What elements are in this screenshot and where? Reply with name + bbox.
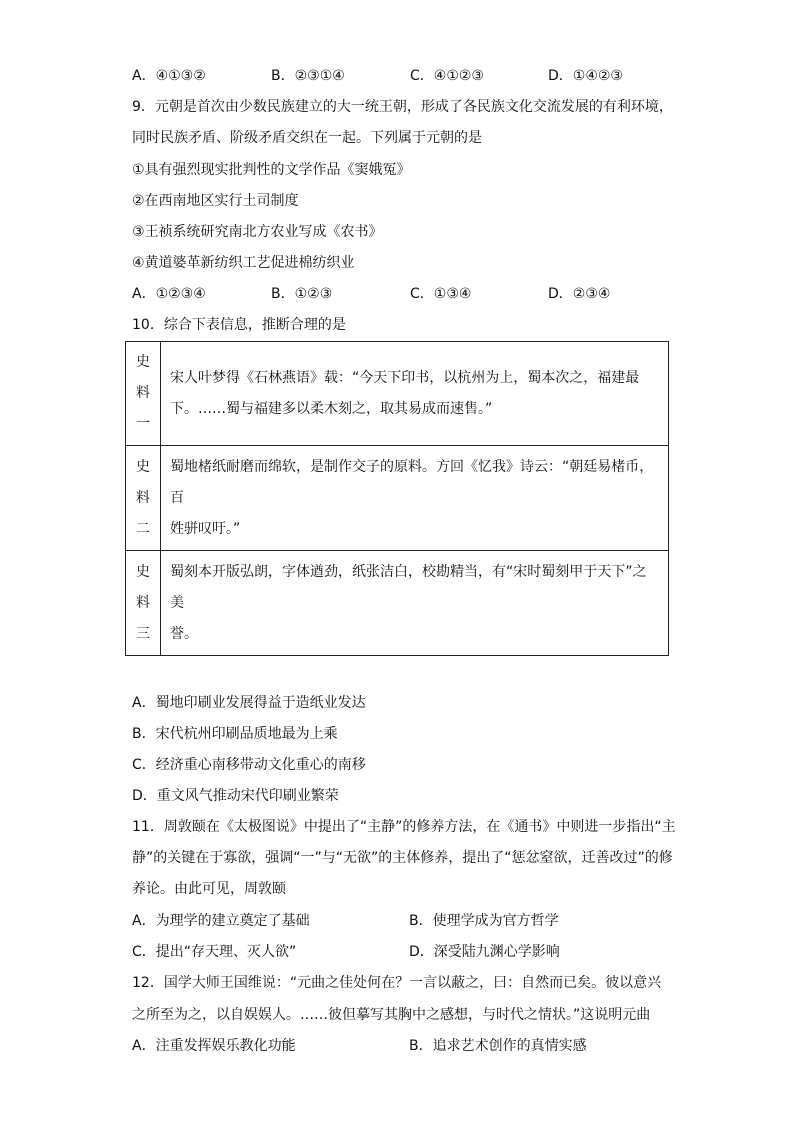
source-text-2: 蜀地楮纸耐磨而绵软，是制作交子的原料。方回《忆我》诗云：“朝廷易楮币，百 姓骈叹吁。” [161, 446, 669, 551]
q12-option-a[interactable]: A．注重发挥娱乐教化功能 [132, 1038, 296, 1054]
q11-option-a[interactable]: A．为理学的建立奠定了基础 [132, 913, 310, 929]
q12-stem-line-2: 之所至为之，以自娱娱人。……彼但摹写其胸中之感想，与时代之情状。”这说明元曲 [132, 1007, 651, 1023]
q11-options-row-2 [132, 942, 692, 962]
q9-stem-line-2: 同时民族矛盾、阶级矛盾交织在一起。下列属于元朝的是 [132, 130, 482, 146]
q9-item-4: ④黄道婆革新纺织工艺促进棉纺织业 [132, 255, 355, 271]
q9-options [132, 284, 692, 304]
q11-option-d[interactable]: D．深受陆九渊心学影响 [409, 944, 560, 960]
source-text-1: 宋人叶梦得《石林燕语》载：“今天下印书，以杭州为上，蜀本次之，福建最 下。……蜀与福建多以柔木刻之，取其易成而速售。” [161, 342, 669, 446]
q11-stem-line-3: 养论。由此可见，周敦颐 [132, 881, 286, 897]
q10-option-a[interactable]: A．蜀地印刷业发展得益于造纸业发达 [132, 695, 366, 711]
q11-option-b[interactable]: B．使理学成为官方哲学 [409, 913, 559, 929]
q8-options [132, 66, 692, 86]
q10-option-c[interactable]: C．经济重心南移带动文化重心的南移 [132, 757, 366, 773]
q9-item-3: ③王祯系统研究南北方农业写成《农书》 [132, 224, 383, 240]
q9-stem-line-1: 9．元朝是首次由少数民族建立的大一统王朝，形成了各民族文化交流发展的有利环境， [132, 99, 673, 115]
q8-option-a[interactable]: A．④①③② [132, 68, 206, 84]
q8-option-c[interactable]: C．④①②③ [410, 68, 484, 84]
source-row-1 [126, 342, 669, 446]
q11-stem-line-1: 11．周敦颐在《太极图说》中提出了“主静”的修养方法，在《通书》中则进一步指出“主 [132, 819, 676, 835]
q9-item-2: ②在西南地区实行土司制度 [132, 193, 299, 209]
q12-options-row-1 [132, 1036, 692, 1056]
source-label-3: 史 料 三 [126, 551, 161, 656]
q9-option-d[interactable]: D．②③④ [548, 286, 611, 302]
source-text-3: 蜀刻本开版弘朗，字体遒劲，纸张洁白，校勘精当，有“宋时蜀刻甲于天下”之美 誉。 [161, 551, 669, 656]
q11-stem-line-2: 静”的关键在于寡欲，强调“一”与“无欲”的主体修养，提出了“惩忿窒欲，迁善改过”的修 [132, 850, 673, 866]
q10-option-d[interactable]: D．重文风气推动宋代印刷业繁荣 [132, 788, 339, 804]
source-row-2 [126, 446, 669, 551]
q9-option-a[interactable]: A．①②③④ [132, 286, 206, 302]
source-table [125, 341, 669, 656]
q10-option-b[interactable]: B．宋代杭州印刷品质地最为上乘 [132, 726, 338, 742]
q10-stem: 10．综合下表信息，推断合理的是 [132, 317, 346, 333]
q12-stem-line-1: 12．国学大师王国维说：“元曲之佳处何在？一言以蔽之，曰：自然而已矣。彼以意兴 [132, 975, 662, 991]
q8-option-d[interactable]: D．①④②③ [548, 68, 623, 84]
q9-option-c[interactable]: C．①③④ [410, 286, 472, 302]
q11-options-row-1 [132, 911, 692, 931]
q8-option-b[interactable]: B．②③①④ [271, 68, 345, 84]
q9-option-b[interactable]: B．①②③ [271, 286, 333, 302]
source-label-2: 史 料 二 [126, 446, 161, 551]
q9-item-1: ①具有强烈现实批判性的文学作品《窦娥冤》 [132, 162, 411, 178]
q11-option-c[interactable]: C．提出“存天理、灭人欲” [132, 944, 297, 960]
source-row-3 [126, 551, 669, 656]
q12-option-b[interactable]: B．追求艺术创作的真情实感 [409, 1038, 587, 1054]
source-label-1: 史 料 一 [126, 342, 161, 446]
